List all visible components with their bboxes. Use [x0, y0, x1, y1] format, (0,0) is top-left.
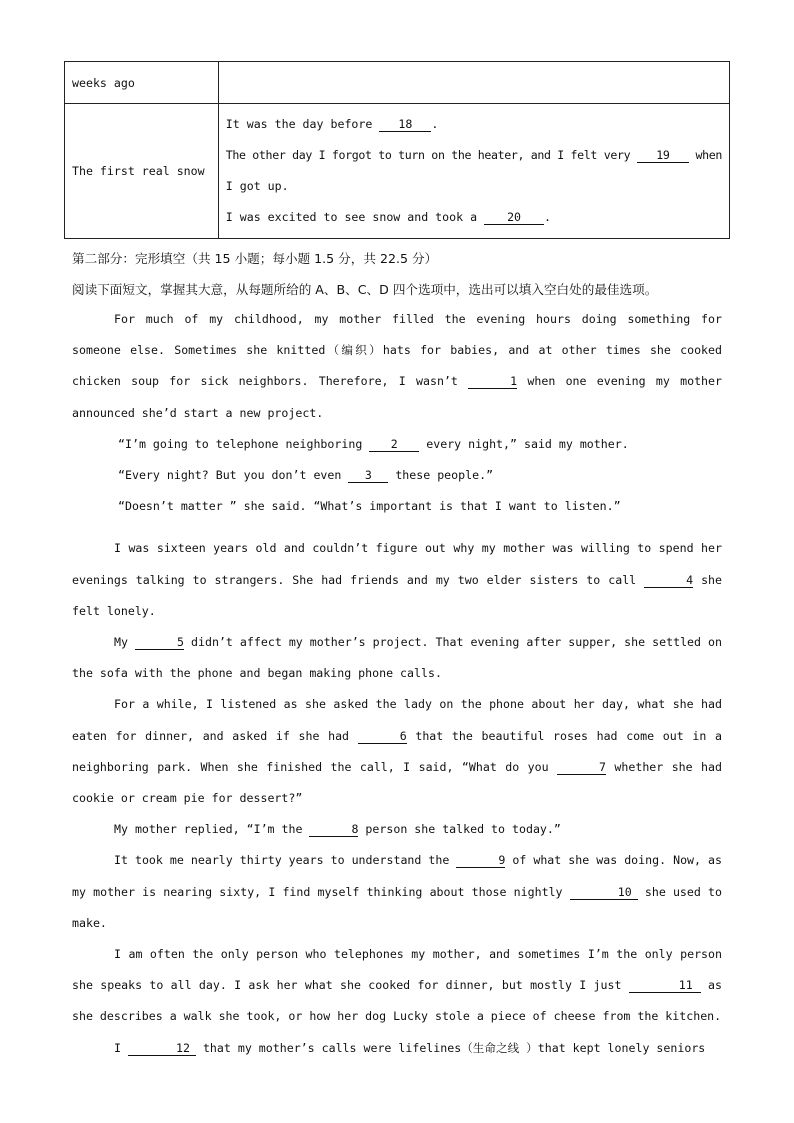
- dialogue-line: “Every night? But you don’t even 3 these people.”: [118, 468, 494, 483]
- cloze-passage: [72, 304, 722, 1064]
- paragraph: I 12 that my mother’s calls were lifelines（生命之线 ）that kept lonely seniors: [114, 1040, 706, 1055]
- table-cell-sentences: [218, 104, 729, 239]
- answer-blank: 2: [369, 438, 419, 452]
- table-cell-empty: [218, 62, 729, 104]
- dialogue-line: “Doesn’t matter ” she said. “What’s important is that I want to listen.”: [118, 499, 621, 514]
- sentence-line: It was the day before 18 .: [225, 117, 439, 131]
- paragraph: My mother replied, “I’m the 8 person she talked to today.”: [114, 822, 561, 837]
- answer-blank: 1: [468, 375, 517, 389]
- table-row: [65, 62, 730, 104]
- answer-blank: 20: [484, 211, 544, 225]
- answer-blank: 3: [348, 469, 388, 483]
- answer-blank: 19: [637, 149, 689, 163]
- sentence-line: I was excited to see snow and took a 20 .: [225, 210, 552, 224]
- answer-blank: 6: [358, 730, 407, 744]
- answer-blank: 4: [644, 574, 693, 588]
- answer-blank: 5: [135, 636, 184, 650]
- answer-blank: 9: [456, 854, 505, 868]
- paragraph: It took me nearly thirty years to understand the 9 of what she was doing. Now, as my mother is nearing sixty, I find myself thinking about those nightly 10 she used to make.: [72, 853, 722, 930]
- table-cell-label: weeks ago: [65, 62, 219, 104]
- paragraph: I was sixteen years old and couldn’t figure out why my mother was willing to spend her evenings talking to strangers. She had friends and my two elder sisters to call 4 she felt lonely.: [72, 541, 723, 618]
- answer-blank: 8: [309, 823, 358, 837]
- section-title: 第二部分：完形填空（共 15 小题；每小题 1.5 分，共 22.5 分）: [72, 251, 438, 266]
- spacer: [72, 522, 722, 533]
- paragraph: For much of my childhood, my mother filled the evening hours doing something for someone else. Sometimes she knitted（编织）hats for babies, and at other times she cooked chicken soup for sick neighbors. Therefore, I wasn’t 1 when one evening my mother announced she’d start a new project.: [72, 312, 722, 420]
- answer-blank: 7: [557, 761, 606, 775]
- section-instruction: 阅读下面短文，掌握其大意，从每题所给的 A、B、C、D 四个选项中，选出可以填入空白处的最佳选项。: [72, 282, 658, 297]
- answer-blank: 12: [128, 1042, 196, 1056]
- dialogue-line: “I’m going to telephone neighboring 2 every night,” said my mother.: [118, 436, 629, 451]
- sentence-line: The other day I forgot to turn on the heater, and I felt very 19 when: [225, 148, 722, 162]
- sentence-line: I got up.: [225, 179, 289, 193]
- paragraph: My 5 didn’t affect my mother’s project. That evening after supper, she settled on the sofa with the phone and began making phone calls.: [72, 635, 722, 681]
- paragraph: For a while, I listened as she asked the lady on the phone about her day, what she had eaten for dinner, and asked if she had 6 that the beautiful roses had come out in a neighboring park. When she finished the call, I said, “What do you 7 whether she had cookie or cream pie for dessert?”: [72, 697, 722, 806]
- paragraph: I am often the only person who telephones my mother, and sometimes I’m the only person she speaks to all day. I ask her what she cooked for dinner, but mostly I just 11 as she describes a walk she took, or how her dog Lucky stole a piece of cheese from the kitchen.: [72, 947, 722, 1024]
- table-row: [65, 104, 730, 239]
- answer-blank: 10: [570, 886, 638, 900]
- answer-blank: 11: [629, 979, 701, 993]
- table-cell-label: The first real snow: [65, 104, 219, 239]
- vocab-table: [64, 61, 730, 239]
- answer-blank: 18: [379, 118, 431, 132]
